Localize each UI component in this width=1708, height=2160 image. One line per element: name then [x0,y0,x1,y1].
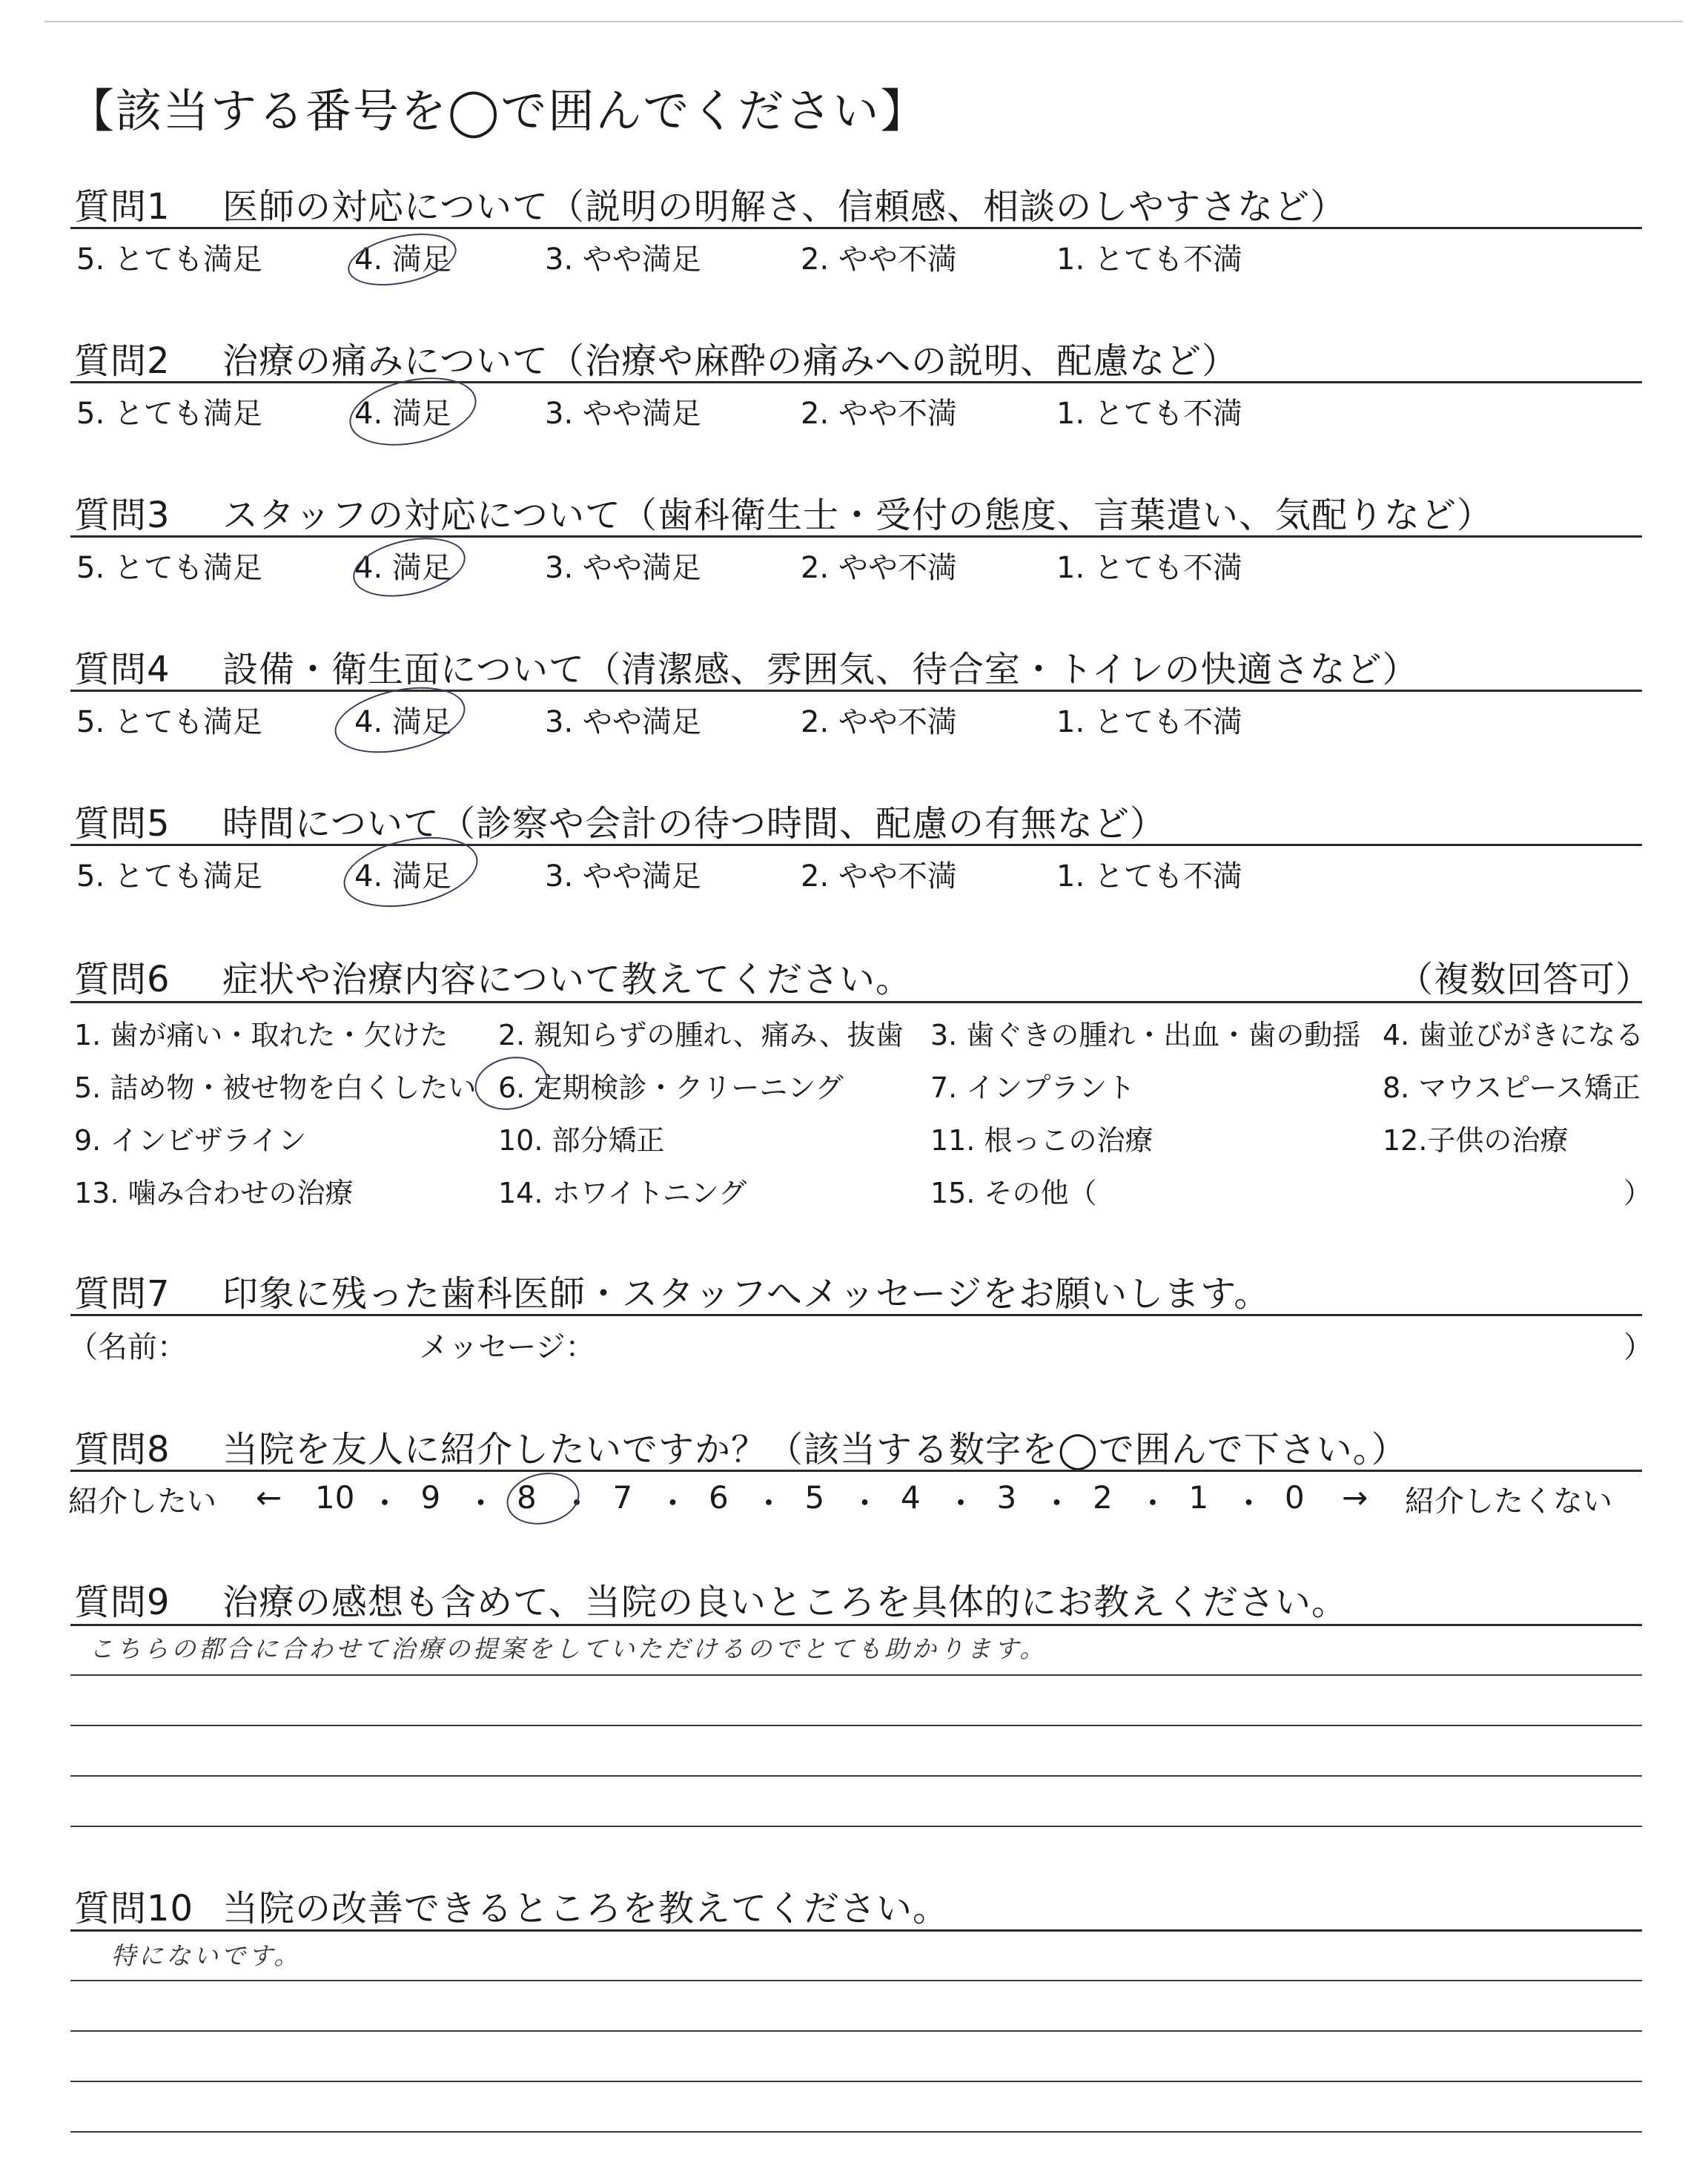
scale-value-5[interactable]: 5 [804,1479,825,1516]
q3-option-1[interactable]: 1. とても不満 [1056,551,1242,585]
arrow-left-icon: ← [256,1479,282,1516]
question-text: 設備・衛生面について（清潔感、雰囲気、待合室・トイレの快適さなど） [222,649,1419,690]
answer-line [70,2030,1642,2032]
scale-separator: ・ [657,1485,689,1522]
scale-value-4[interactable]: 4 [901,1479,921,1516]
scale-value-1[interactable]: 1 [1188,1479,1209,1516]
question-number: 質問7 [74,1273,171,1315]
question-5-rule [70,844,1642,846]
scale-separator: ・ [465,1485,497,1522]
q6-option-1[interactable]: 1. 歯が痛い・取れた・欠けた [74,1019,448,1051]
question-text: 治療の痛みについて（治療や麻酔の痛みへの説明、配慮など） [222,340,1239,382]
q6-option-9[interactable]: 9. インビザライン [74,1124,307,1157]
scale-separator: ・ [561,1485,593,1522]
message-field-label: メッセージ： [419,1330,595,1364]
q1-option-1[interactable]: 1. とても不満 [1056,242,1242,277]
q4-option-2[interactable]: 2. やや不満 [801,705,957,739]
question-text: 印象に残った歯科医師・スタッフへメッセージをお願いします。 [222,1273,1271,1315]
q1-option-5[interactable]: 5. とても満足 [76,242,262,277]
question-2-title [74,332,1238,383]
q5-option-1[interactable]: 1. とても不満 [1056,859,1242,894]
q6-option-14[interactable]: 14. ホワイトニング [498,1177,747,1209]
answer-line [70,1980,1642,1981]
q4-option-3[interactable]: 3. やや満足 [545,705,701,739]
q3-option-3[interactable]: 3. やや満足 [545,551,701,585]
q3-option-5[interactable]: 5. とても満足 [76,551,262,585]
scan-top-edge [44,21,1683,22]
q6-option-4[interactable]: 4. 歯並びがきになる [1383,1019,1644,1051]
q2-option-5[interactable]: 5. とても満足 [76,397,262,431]
question-9-title [74,1573,1348,1625]
recommend-left-label: 紹介したい [68,1484,216,1519]
q6-option-6[interactable]: 6. 定期検診・クリーニング [498,1071,844,1104]
question-1-title [74,178,1346,229]
q10-handwritten-answer: 特にないです。 [111,1941,302,1970]
scale-value-0[interactable]: 0 [1285,1479,1305,1516]
q6-answer-circle [470,1050,552,1116]
form-heading: 【該当する番号を◯で囲んでください】 [68,84,928,138]
scale-separator: ・ [1041,1485,1073,1522]
question-text: スタッフの対応について（歯科衛生士・受付の態度、言葉遣い、気配りなど） [222,495,1494,536]
question-number: 質問4 [74,649,171,690]
scale-value-8[interactable]: 8 [517,1479,537,1516]
question-8-rule [70,1470,1642,1472]
scale-value-7[interactable]: 7 [612,1479,633,1516]
scale-separator: ・ [1137,1485,1169,1522]
scale-value-2[interactable]: 2 [1093,1479,1113,1516]
q2-option-3[interactable]: 3. やや満足 [545,397,701,431]
q1-option-3[interactable]: 3. やや満足 [545,242,701,277]
q5-option-5[interactable]: 5. とても満足 [76,859,262,894]
question-number: 質問10 [74,1888,194,1929]
question-text: 当院の改善できるところを教えてください。 [222,1888,950,1929]
name-field-label: （名前： [68,1330,187,1364]
q9-handwritten-answer: こちらの都合に合わせて治療の提案をしていただけるのでとても助かります。 [89,1634,1047,1663]
q3-option-4[interactable]: 4. 満足 [354,551,451,585]
q6-option-11[interactable]: 11. 根っこの治療 [930,1124,1153,1157]
question-number: 質問6 [74,959,171,1000]
question-4-title [74,641,1419,692]
q6-option-13[interactable]: 13. 噛み合わせの治療 [74,1177,354,1209]
q6-option-3[interactable]: 3. 歯ぐきの腫れ・出血・歯の動揺 [930,1019,1361,1051]
question-number: 質問3 [74,495,171,536]
question-5-title [74,795,1166,846]
q4-option-1[interactable]: 1. とても不満 [1056,705,1242,739]
question-text: 当院を友人に紹介したいですか？（該当する数字を◯で囲んで下さい。） [222,1429,1408,1470]
question-1-rule [70,227,1642,229]
message-field-close: ） [1623,1330,1653,1364]
question-2-rule [70,381,1642,383]
answer-line [70,2131,1642,2133]
scale-separator: ・ [369,1485,401,1522]
q5-option-3[interactable]: 3. やや満足 [545,859,701,894]
answer-line [70,1826,1642,1827]
q1-option-4[interactable]: 4. 満足 [354,242,451,277]
question-6-title [74,951,912,1002]
q3-answer-circle [348,529,471,606]
question-number: 質問1 [74,186,171,228]
question-10-rule [70,1929,1642,1932]
q4-option-5[interactable]: 5. とても満足 [76,705,262,739]
q6-option-8[interactable]: 8. マウスピース矯正 [1383,1071,1641,1104]
question-text: 医師の対応について（説明の明解さ、信頼感、相談のしやすさなど） [222,186,1347,228]
q2-option-4[interactable]: 4. 満足 [354,397,451,431]
q5-option-2[interactable]: 2. やや不満 [801,859,957,894]
q3-option-2[interactable]: 2. やや不満 [801,551,957,585]
question-number: 質問2 [74,340,171,382]
multiple-answers-note: （複数回答可） [1397,959,1652,1000]
q5-option-4[interactable]: 4. 満足 [354,859,451,894]
answer-line [70,1725,1642,1726]
question-7-title [74,1265,1270,1316]
q6-option-10[interactable]: 10. 部分矯正 [498,1124,665,1157]
answer-line [70,1674,1642,1676]
question-7-rule [70,1314,1642,1316]
answer-line [70,1775,1642,1777]
scale-value-6[interactable]: 6 [709,1479,729,1516]
question-3-title [74,486,1493,538]
question-number: 質問9 [74,1582,171,1623]
scale-value-3[interactable]: 3 [996,1479,1017,1516]
question-6-rule [70,1001,1642,1003]
q4-option-4[interactable]: 4. 満足 [354,705,451,739]
q6-option-2[interactable]: 2. 親知らずの腫れ、痛み、抜歯 [498,1019,904,1051]
question-4-rule [70,690,1642,692]
answer-line [70,2081,1642,2082]
q6-option-15[interactable]: 15. その他（ [930,1177,1097,1209]
question-9-rule [70,1624,1642,1626]
scale-separator: ・ [849,1485,881,1522]
question-3-rule [70,535,1642,538]
question-number: 質問5 [74,803,171,845]
q2-option-1[interactable]: 1. とても不満 [1056,397,1242,431]
scale-value-10[interactable]: 10 [315,1479,355,1516]
question-8-title [74,1421,1408,1472]
question-10-title [74,1880,949,1931]
q6-option-7[interactable]: 7. インプラント [930,1071,1136,1104]
scale-separator: ・ [753,1485,785,1522]
question-number: 質問8 [74,1429,171,1470]
q6-option-15-close: ） [1623,1177,1652,1209]
question-text: 治療の感想も含めて、当院の良いところを具体的にお教えください。 [222,1582,1348,1623]
arrow-right-icon: → [1342,1479,1368,1516]
scale-separator: ・ [1233,1485,1265,1522]
q6-option-12[interactable]: 12.子供の治療 [1383,1124,1569,1157]
q6-option-5[interactable]: 5. 詰め物・被せ物を白くしたい [74,1071,477,1104]
q1-option-2[interactable]: 2. やや不満 [801,242,957,277]
recommend-right-label: 紹介したくない [1405,1484,1612,1519]
question-text: 症状や治療内容について教えてください。 [222,959,913,1000]
q2-option-2[interactable]: 2. やや不満 [801,397,957,431]
question-text: 時間について（診察や会計の待つ時間、配慮の有無など） [222,803,1167,845]
scale-separator: ・ [945,1485,977,1522]
scale-value-9[interactable]: 9 [420,1479,441,1516]
